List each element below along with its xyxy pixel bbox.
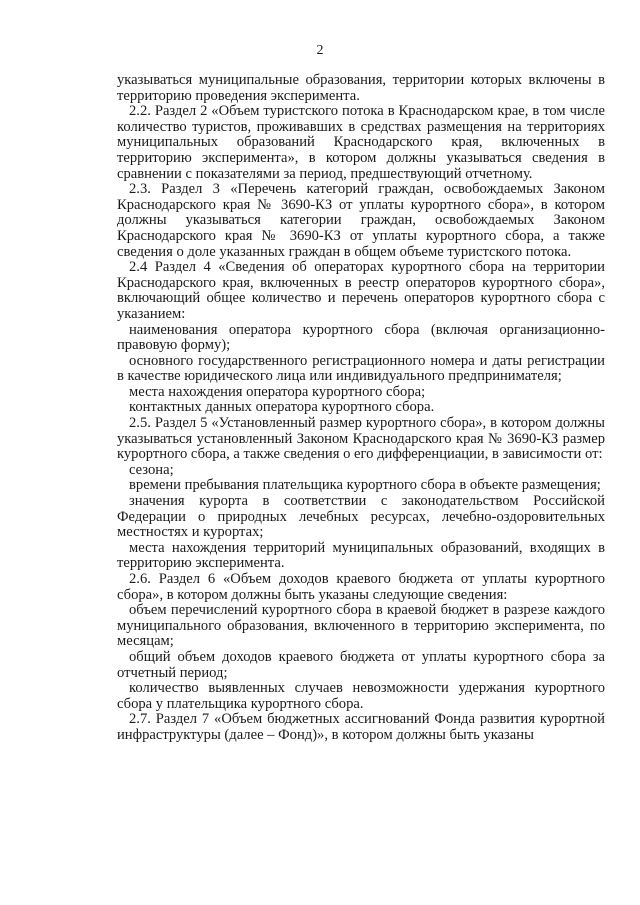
paragraph: наименования оператора курортного сбора (включая организационно-правовую форму); [117, 321, 605, 354]
paragraph: количество выявленных случаев невозможности удержания курортного сбора у плательщика курортного сбора. [117, 680, 605, 712]
paragraph: значения курорта в соответствии с законодательством Российской Федерации о природных лечебных ресурсах, лечебно-оздоровительных местностях и курортах; [117, 493, 605, 541]
paragraph: 2.6. Раздел 6 «Объем доходов краевого бюджета от уплаты курортного сбора», в котором должны быть указаны следующие сведения: [117, 571, 605, 603]
paragraph: указываться муниципальные образования, территории которых включены в территорию проведения эксперимента. [117, 72, 605, 104]
document-body [117, 73, 605, 744]
paragraph: 2.4 Раздел 4 «Сведения об операторах курортного сбора на территории Краснодарского края, включенных в реестр операторов курортного сбора», включающий общее количество и перечень операторов курортного сбора с указанием: [117, 259, 605, 322]
paragraph: объем перечислений курортного сбора в краевой бюджет в разрезе каждого муниципального образования, включенного в территорию эксперимента, по месяцам; [117, 602, 605, 650]
paragraph: сезона; [129, 461, 174, 478]
paragraph: основного государственного регистрационного номера и даты регистрации в качестве юридического лица или индивидуального предпринимателя; [117, 352, 605, 385]
paragraph: 2.7. Раздел 7 «Объем бюджетных ассигнований Фонда развития курортной инфраструктуры (далее – Фонд)», в котором должны быть указаны [117, 711, 605, 743]
paragraph: 2.2. Раздел 2 «Объем туристского потока в Краснодарском крае, в том числе количество туристов, проживавших в средствах размещения на территориях муниципальных образований Краснодарского края, включенных в территорию эксперимента», в котором должны указываться сведения в сравнении с показателями за период, предшествующий отчетному. [117, 103, 605, 182]
paragraph: 2.5. Раздел 5 «Установленный размер курортного сбора», в котором должны указываться установленный Законом Краснодарского края № 3690-КЗ размер курортного сбора, а также сведения о его дифференциации, в зависимости от: [117, 415, 605, 463]
paragraph: 2.3. Раздел 3 «Перечень категорий граждан, освобождаемых Законом Краснодарского края № 3690-КЗ от уплаты курортного сбора», в котором должны указываться категории граждан, освобождаемых Законом Краснодарского края № 3690-КЗ от уплаты курортного сбора, а также сведения о доле указанных граждан в общем объеме туристского потока. [117, 181, 605, 260]
page-number: 2 [316, 43, 324, 58]
paragraph: контактных данных оператора курортного сбора. [129, 399, 435, 416]
paragraph: времени пребывания плательщика курортного сбора в объекте размещения; [129, 477, 601, 494]
paragraph: общий объем доходов краевого бюджета от уплаты курортного сбора за отчетный период; [117, 648, 605, 681]
paragraph: места нахождения оператора курортного сбора; [129, 383, 426, 400]
paragraph: места нахождения территорий муниципальных образований, входящих в территорию эксперимента. [117, 539, 605, 572]
